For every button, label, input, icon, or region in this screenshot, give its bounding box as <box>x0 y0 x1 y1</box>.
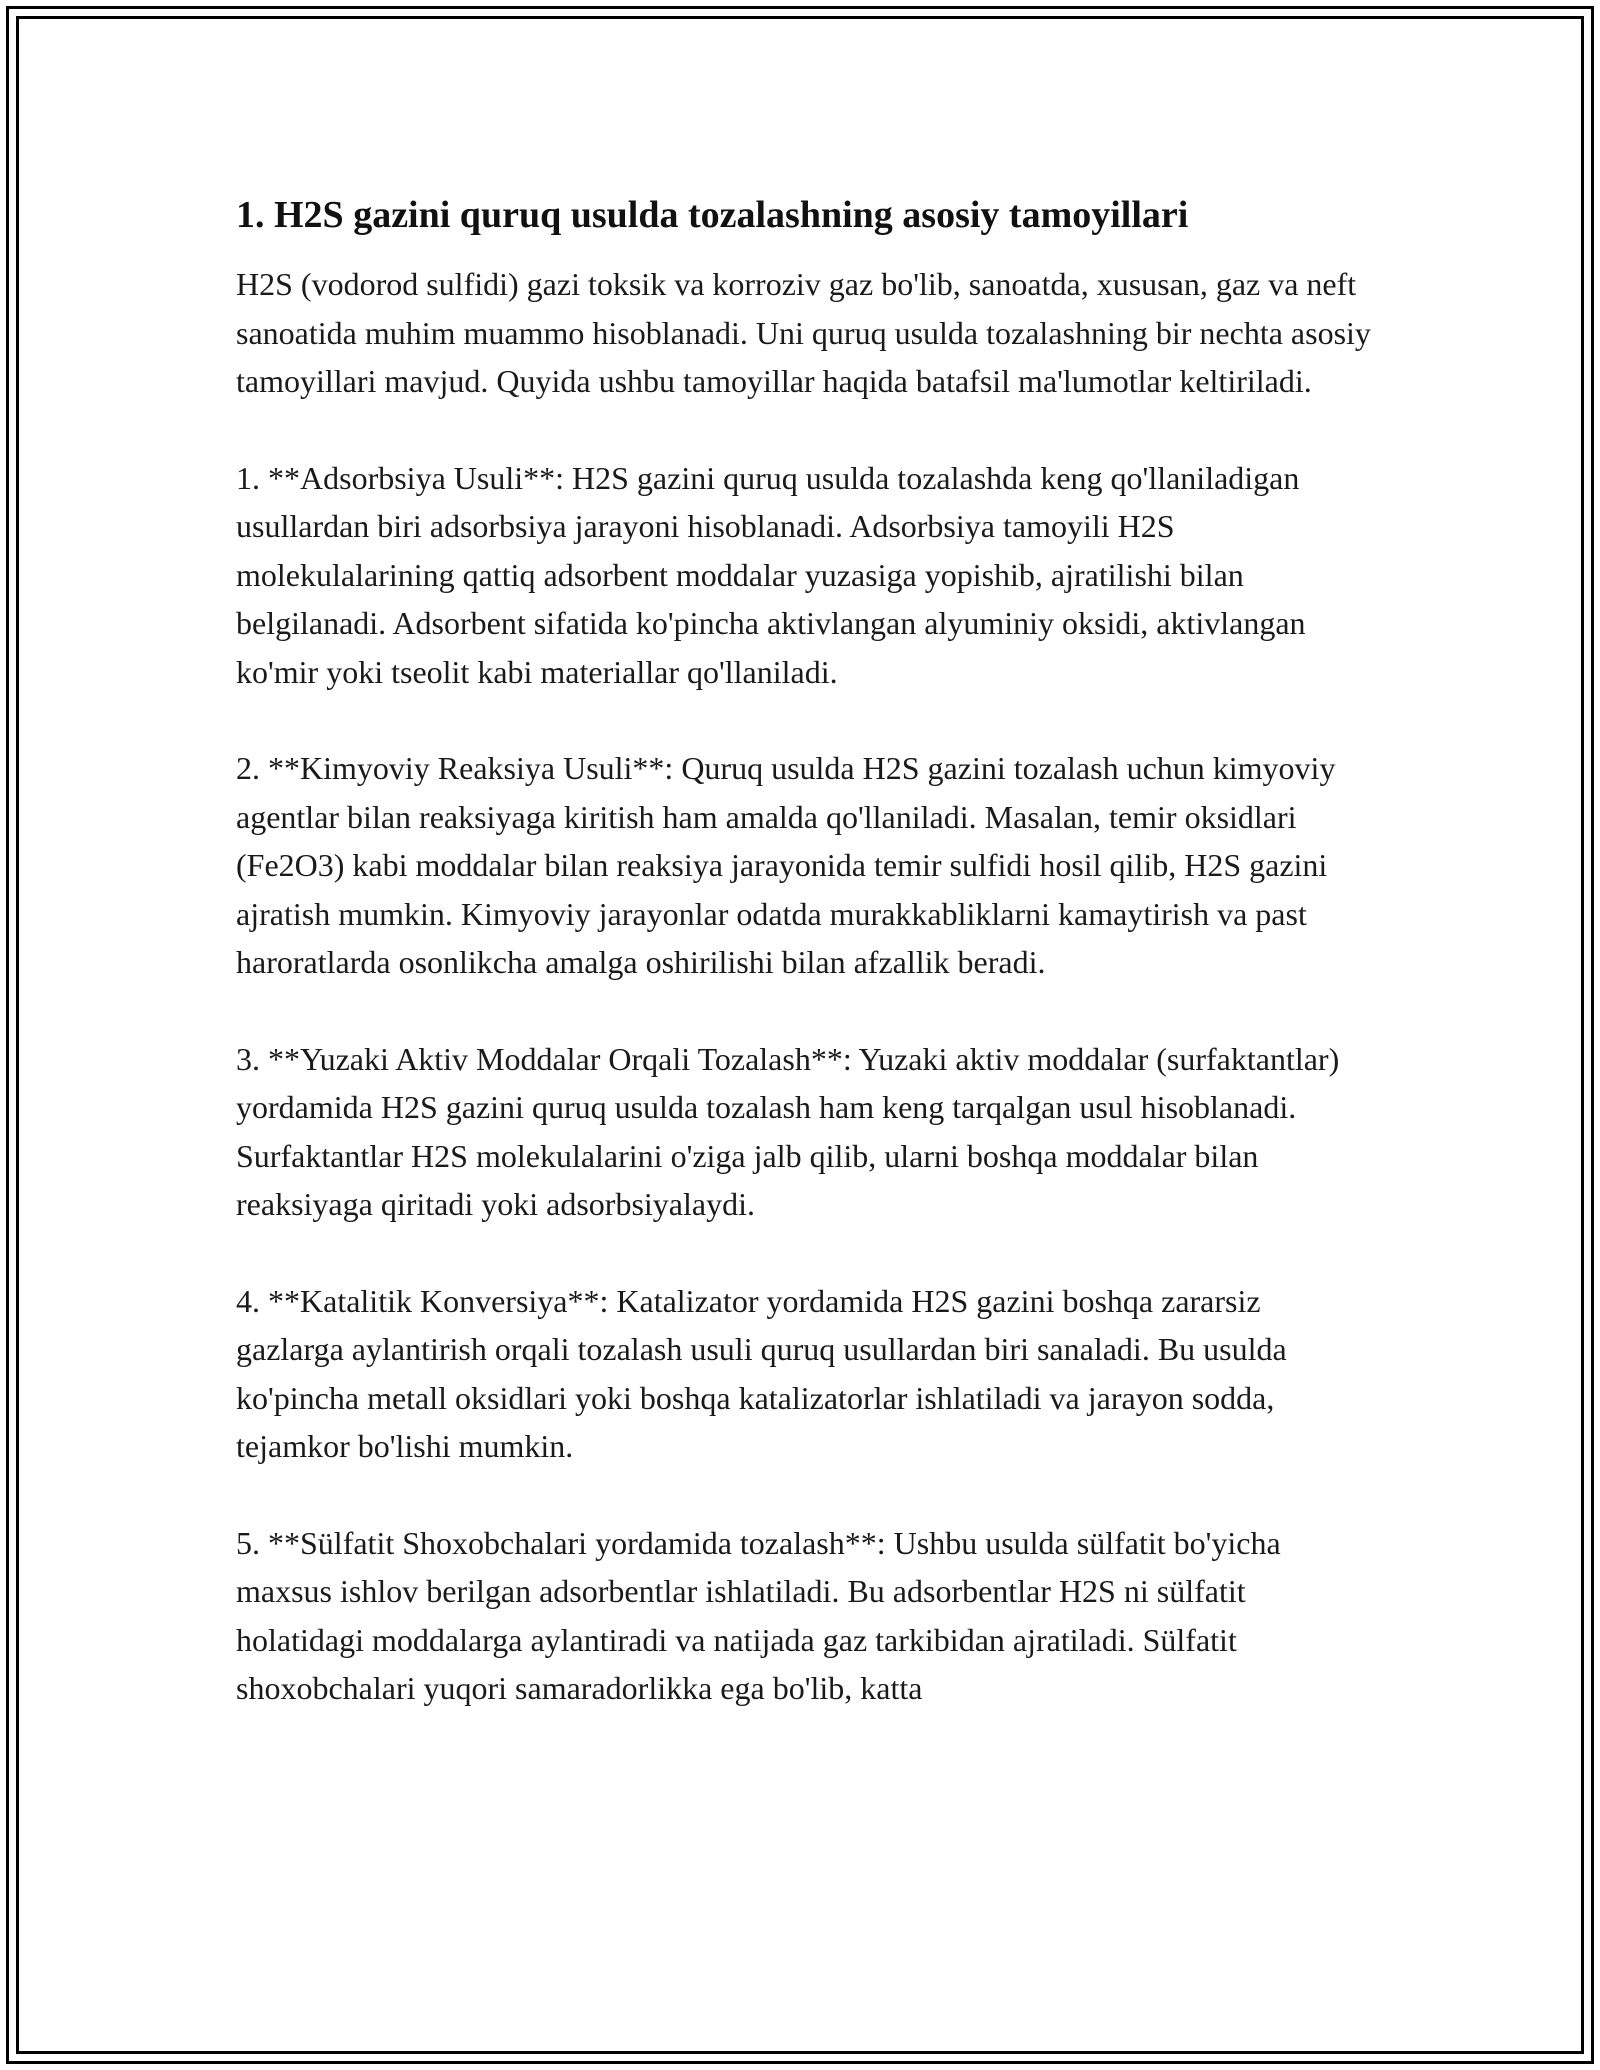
paragraph-catalytic-conversion: 4. **Katalitik Konversiya**: Katalizator yordamida H2S gazini boshqa zararsiz gazlarga aylantirish orqali tozalash usuli quruq usullardan biri sanaladi. Bu usulda ko'pincha metall oksidlari yoki boshqa katalizatorlar ishlatiladi va jarayon sodda, tejamkor bo'lishi mumkin. <box>236 1282 1287 1464</box>
paragraph-adsorption: 1. **Adsorbsiya Usuli**: H2S gazini quruq usulda tozalashda keng qo'llaniladigan usullardan biri adsorbsiya jarayoni hisoblanadi. Adsorbsiya tamoyili H2S molekulalarining qattiq adsorbent moddalar yuzasiga yopishib, ajratilishi bilan belgilanadi. Adsorbent sifatida ko'pincha aktivlangan alyuminiy oksidi, aktivlangan ko'mir yoki tseolit kabi materiallar qo'llaniladi. <box>236 459 1306 690</box>
document-title: 1. H2S gazini quruq usulda tozalashning asosiy tamoyillari <box>236 194 1189 236</box>
paragraph-intro: H2S (vodorod sulfidi) gazi toksik va korroziv gaz bo'lib, sanoatda, xususan, gaz va neft sanoatida muhim muammo hisoblanadi. Uni quruq usulda tozalashning bir nechta asosiy tamoyillari mavjud. Quyida ushbu tamoyillar haqida batafsil ma'lumotlar keltiriladi. <box>236 266 1371 399</box>
paragraph-surfactants: 3. **Yuzaki Aktiv Moddalar Orqali Tozalash**: Yuzaki aktiv moddalar (surfaktantlar) yordamida H2S gazini quruq usulda tozalash ham keng tarqalgan usul hisoblanadi. Surfaktantlar H2S molekulalarini o'ziga jalb qilib, ularni boshqa moddalar bilan reaksiyaga qiritadi yoki adsorbsiyalaydi. <box>236 1040 1340 1222</box>
document-body <box>236 186 1376 1761</box>
paragraph-sulfatite: 5. **Sülfatit Shoxobchalari yordamida tozalash**: Ushbu usulda sülfatit bo'yicha maxsus ishlov berilgan adsorbentlar ishlatiladi. Bu adsorbentlar H2S ni sülfatit holatidagi moddalarga aylantiradi va natijada gaz tarkibidan ajratiladi. Sülfatit shoxobchalari yuqori samaradorlikka ega bo'lib, katta <box>236 1524 1281 1706</box>
paragraph-chemical-reaction: 2. **Kimyoviy Reaksiya Usuli**: Quruq usulda H2S gazini tozalash uchun kimyoviy agentlar bilan reaksiyaga kiritish ham amalda qo'llaniladi. Masalan, temir oksidlari (Fe2O3) kabi moddalar bilan reaksiya jarayonida temir sulfidi hosil qilib, H2S gazini ajratish mumkin. Kimyoviy jarayonlar odatda murakkabliklarni kamaytirish va past haroratlarda osonlikcha amalga oshirilishi bilan afzallik beradi. <box>236 750 1336 980</box>
